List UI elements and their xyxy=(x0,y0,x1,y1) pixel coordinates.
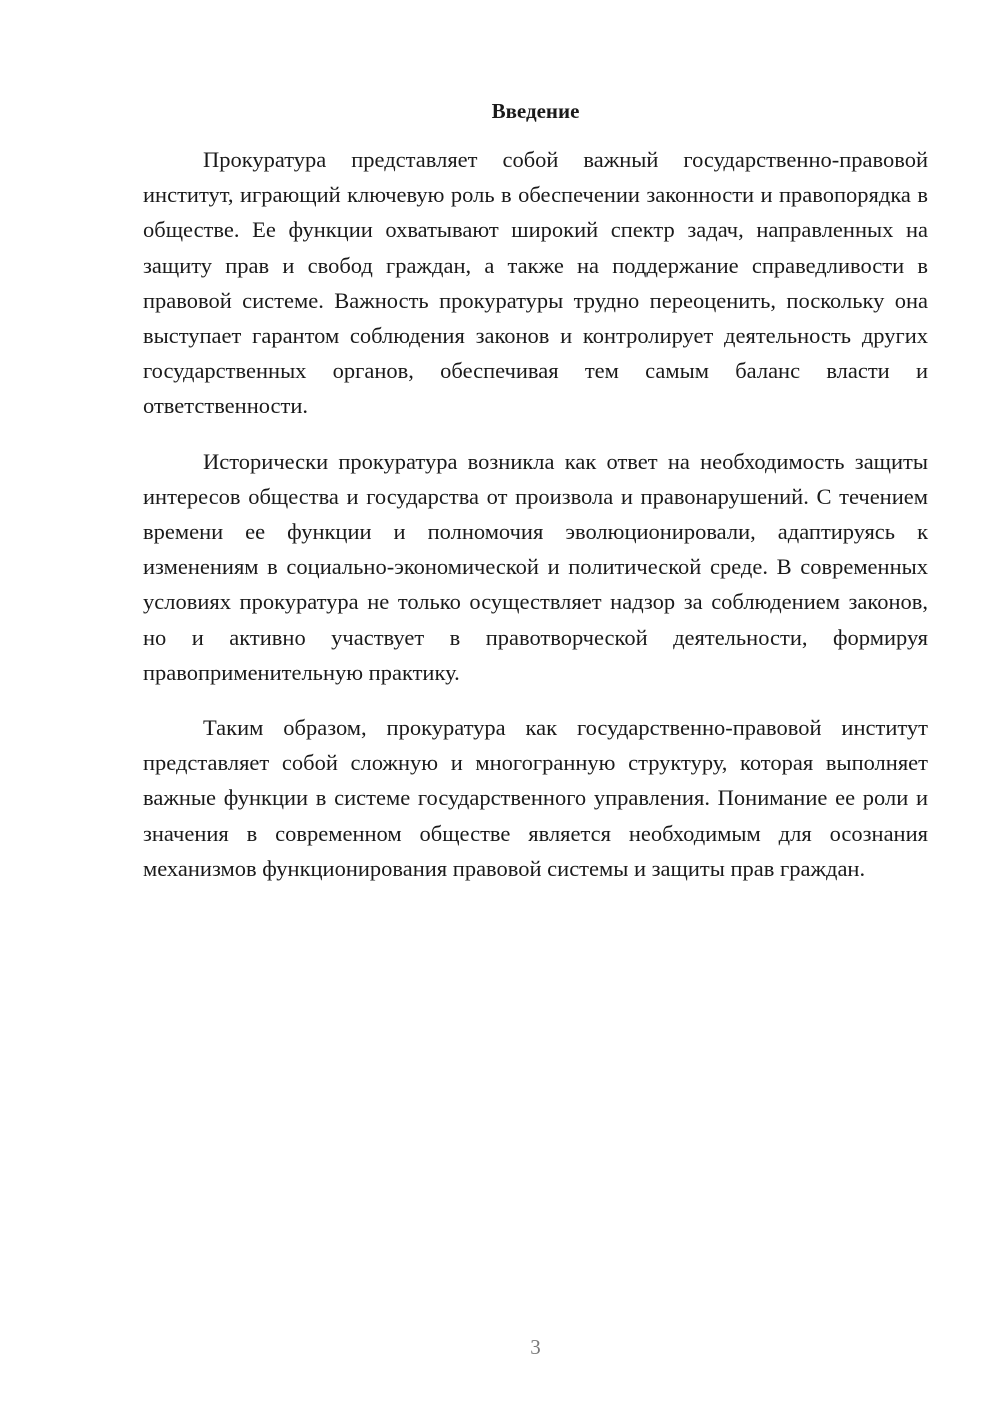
paragraph-2: Исторически прокуратура возникла как ответ на необходимость защиты интересов общества и государства от произвола и правонарушений. С течением времени ее функции и полномочия эволюционировали, адаптируясь к изменениям в социально-экономической и политической среде. В современных условиях прокуратура не только осуществляет надзор за соблюдением законов, но и активно участвует в правотворческой деятельности, формируя правоприменительную практику. xyxy=(143,448,928,685)
page-number: 3 xyxy=(530,1335,541,1359)
section-heading: Введение xyxy=(491,99,580,123)
paragraph-1: Прокуратура представляет собой важный государственно-правовой институт, играющий ключевую роль в обеспечении законности и правопорядка в обществе. Ее функции охватывают широкий спектр задач, направленных на защиту прав и свобод граждан, а также на поддержание справедливости в правовой системе. Важность прокуратуры трудно переоценить, поскольку она выступает гарантом соблюдения законов и контролирует деятельность других государственных органов, обеспечивая тем самым баланс власти и ответственности. xyxy=(143,147,928,419)
body-text xyxy=(143,142,928,906)
paragraph-3: Таким образом, прокуратура как государственно-правовой институт представляет собой сложную и многогранную структуру, которая выполняет важные функции в системе государственного управления. Понимание ее роли и значения в современном обществе является необходимым для осознания механизмов функционирования правовой системы и защиты прав граждан. xyxy=(143,715,928,881)
